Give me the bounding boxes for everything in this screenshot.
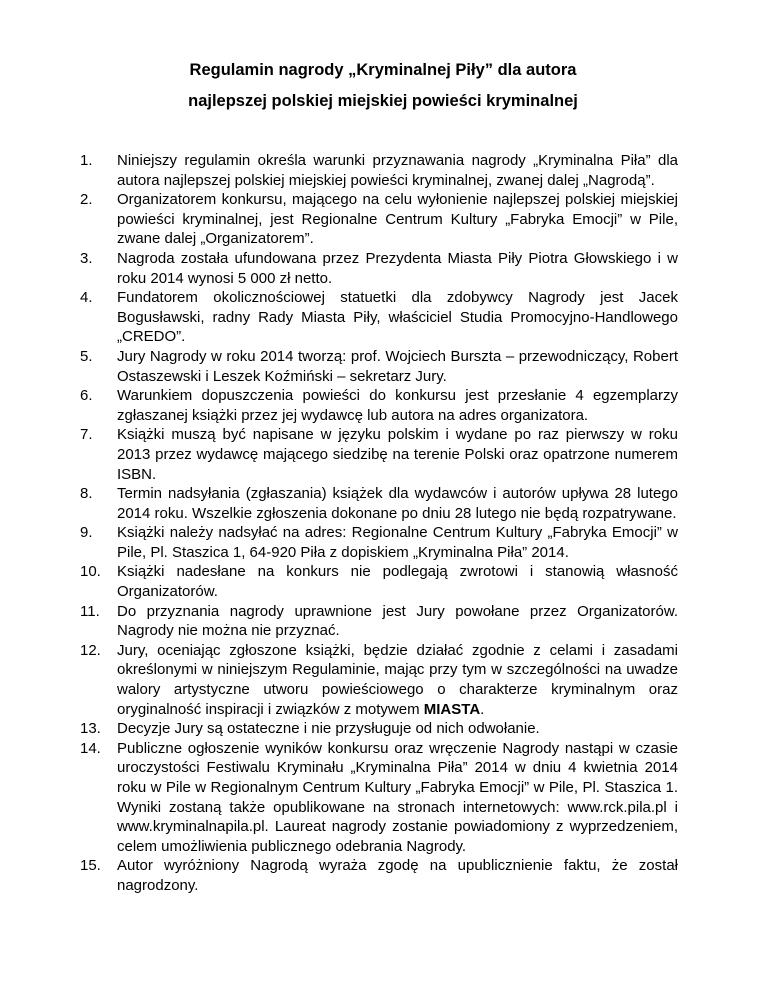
rule-number: 3. bbox=[80, 249, 93, 267]
rule-item bbox=[80, 562, 678, 601]
rule-number: 11. bbox=[80, 602, 100, 620]
rule-number: 14. bbox=[80, 739, 101, 757]
rule-text bbox=[117, 641, 678, 719]
rule-text-body: Jury, oceniając zgłoszone książki, będzie działać zgodnie z celami i zasadami określonymi w niniejszym Regulaminie, mając przy tym w szczególności na uwadze walory artystyczne utworu powieściowego o charakterze kryminalnym oraz oryginalność inspiracji i związków z motywem bbox=[117, 641, 678, 718]
rule-number: 13. bbox=[80, 720, 101, 738]
rule-number: 4. bbox=[80, 289, 93, 307]
rule-text: Książki nadesłane na konkurs nie podlegają zwrotowi i stanowią własność Organizatorów. bbox=[117, 563, 678, 601]
rule-text: Nagroda została ufundowana przez Prezydenta Miasta Piły Piotra Głowskiego i w roku 2014 wynosi 5 000 zł netto. bbox=[117, 249, 678, 287]
rule-text: Do przyznania nagrody uprawnione jest Jury powołane przez Organizatorów. Nagrody nie można nie przyznać. bbox=[117, 602, 678, 640]
rule-text: Jury Nagrody w roku 2014 tworzą: prof. Wojciech Burszta – przewodniczący, Robert Ostaszewski i Leszek Koźmiński – sekretarz Jury. bbox=[117, 347, 678, 385]
rule-text: Organizatorem konkursu, mającego na celu wyłonienie najlepszej polskiej miejskiej powieści kryminalnej, jest Regionalne Centrum Kultury „Fabryka Emocji” w Pile, zwane dalej „Organizatorem”. bbox=[117, 191, 678, 248]
rule-emphasis: MIASTA bbox=[423, 700, 481, 718]
rule-item bbox=[80, 386, 678, 425]
rule-number: 15. bbox=[80, 857, 101, 875]
rule-number: 1. bbox=[80, 152, 93, 169]
rule-item bbox=[80, 249, 678, 288]
rule-item bbox=[80, 602, 678, 641]
rule-item bbox=[80, 739, 678, 857]
title-line-1: Regulamin nagrody „Kryminalnej Piły” dla autora bbox=[189, 61, 577, 79]
rule-text: Termin nadsyłania (zgłaszania) książek dla wydawców i autorów upływa 28 lutego 2014 roku. Wszelkie zgłoszenia dokonane po dniu 28 lutego nie będą rozpatrywane. bbox=[117, 485, 678, 522]
rule-item bbox=[80, 641, 678, 719]
rule-text: Autor wyróżniony Nagrodą wyraża zgodę na upublicznienie faktu, że został nagrodzony. bbox=[117, 857, 678, 894]
rule-number: 8. bbox=[80, 485, 93, 503]
rule-number: 10. bbox=[80, 563, 101, 581]
rule-text-tail: . bbox=[480, 700, 485, 718]
rule-number: 2. bbox=[80, 191, 93, 209]
rule-item bbox=[80, 347, 678, 386]
rule-item bbox=[80, 288, 678, 347]
rule-text: Publiczne ogłoszenie wyników konkursu oraz wręczenie Nagrody nastąpi w czasie uroczystości Festiwalu Kryminału „Kryminalna Piła” 2014 w dniu 4 kwietnia 2014 roku w Pile w Regionalnym Centrum Kultury „Fabryka Emocji” w Pile, Pl. Staszica 1. Wyniki zostaną także opublikowane na stronach internetowych: www.rck.pila.pl i www.kryminalnapila.pl. Laureat nagrody zostanie powiadomiony z wyprzedzeniem, celem umożliwienia publicznego odebrania Nagrody. bbox=[117, 739, 678, 855]
rule-number: 9. bbox=[80, 524, 93, 542]
rule-item bbox=[80, 425, 678, 484]
rule-item bbox=[80, 151, 678, 190]
title-line-2: najlepszej polskiej miejskiej powieści kryminalnej bbox=[188, 92, 578, 110]
rule-number: 6. bbox=[80, 387, 93, 405]
rule-item bbox=[80, 190, 678, 249]
rule-number: 12. bbox=[80, 641, 101, 659]
rules-list bbox=[80, 151, 678, 896]
rule-number: 5. bbox=[80, 347, 93, 365]
rule-text: Książki muszą być napisane w języku polskim i wydane po raz pierwszy w roku 2013 przez wydawcę mającego siedzibę na terenie Polski oraz opatrzone numerem ISBN. bbox=[117, 426, 678, 483]
rule-item bbox=[80, 523, 678, 562]
rule-item bbox=[80, 484, 678, 523]
document-title bbox=[80, 55, 678, 117]
rule-text: Decyzje Jury są ostateczne i nie przysługuje od nich odwołanie. bbox=[117, 720, 540, 738]
rule-text: Warunkiem dopuszczenia powieści do konkursu jest przesłanie 4 egzemplarzy zgłaszanej książki przez jej wydawcę lub autora na adres organizatora. bbox=[117, 387, 678, 424]
rule-text: Niniejszy regulamin określa warunki przyznawania nagrody „Kryminalna Piła” dla autora najlepszej polskiej miejskiej powieści kryminalnej, zwanej dalej „Nagrodą”. bbox=[117, 152, 678, 189]
rule-item bbox=[80, 856, 678, 895]
rule-number: 7. bbox=[80, 426, 93, 444]
rule-text: Książki należy nadsyłać na adres: Regionalne Centrum Kultury „Fabryka Emocji” w Pile, Pl. Staszica 1, 64-920 Piła z dopiskiem „Kryminalna Piła” 2014. bbox=[117, 524, 678, 561]
rule-item bbox=[80, 719, 678, 739]
rule-text: Fundatorem okolicznościowej statuetki dla zdobywcy Nagrody jest Jacek Bogusławski, radny Rady Miasta Piły, właściciel Studia Promocyjno-Handlowego „CREDO”. bbox=[117, 289, 678, 346]
